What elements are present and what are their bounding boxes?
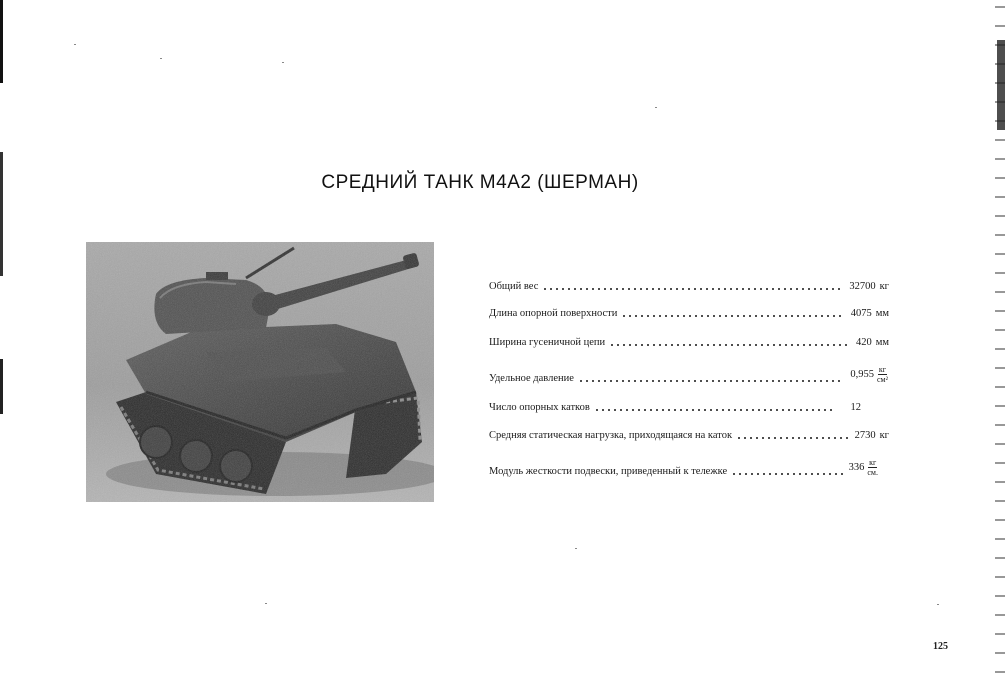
spec-row-contact-length	[489, 308, 889, 319]
spec-unit-denominator: см²	[876, 375, 888, 384]
leader-dots	[542, 288, 843, 290]
spec-number: 12	[850, 402, 861, 413]
spec-value	[851, 308, 889, 319]
spec-value	[851, 402, 862, 413]
spec-label: Число опорных катков	[489, 402, 590, 413]
leader-dots	[609, 344, 850, 346]
leader-dots	[621, 315, 844, 317]
spec-row-ground-pressure	[489, 365, 889, 384]
scan-speck	[265, 603, 267, 604]
spec-value	[849, 458, 879, 477]
scan-speck	[282, 62, 284, 63]
spec-label: Модуль жесткости подвески, приведенный к тележке	[489, 466, 728, 477]
spec-number: 4075	[850, 308, 872, 319]
spec-label: Удельное давление	[489, 373, 574, 384]
spec-value	[856, 337, 889, 348]
leader-dots	[594, 409, 835, 411]
spec-label: Общий вес	[489, 281, 539, 292]
leader-dots	[736, 437, 849, 439]
spec-label: Средняя статическая нагрузка, приходящаяся на каток	[489, 430, 733, 441]
spec-unit: кг	[879, 281, 889, 292]
spec-value	[850, 365, 889, 384]
spec-number: 0,955	[850, 369, 874, 380]
spec-unit-numerator: кг	[869, 458, 877, 467]
spec-number: 32700	[849, 281, 876, 292]
spec-number: 2730	[854, 430, 876, 441]
spec-unit: мм	[875, 308, 889, 319]
spec-unit: мм	[875, 337, 889, 348]
spec-row-total-weight	[489, 281, 889, 292]
leader-dots	[578, 380, 844, 382]
tank-photo-image	[86, 242, 434, 502]
scan-speck	[937, 604, 939, 605]
spec-row-static-load	[489, 430, 889, 441]
scan-speck	[655, 107, 657, 108]
spec-row-road-wheels	[489, 402, 889, 413]
spec-unit-fraction	[866, 458, 879, 477]
page-number: 125	[933, 641, 948, 652]
spec-row-track-width	[489, 337, 889, 348]
spec-label: Длина опорной поверхности	[489, 308, 618, 319]
leader-dots	[731, 473, 843, 475]
scan-edge-left	[0, 0, 3, 690]
tank-photo	[86, 242, 434, 502]
scan-speck	[74, 44, 76, 45]
spec-label: Ширина гусеничной цепи	[489, 337, 606, 348]
spec-row-suspension-stiffness	[489, 458, 889, 477]
spec-unit-denominator: см.	[867, 468, 878, 477]
spec-number: 420	[855, 337, 872, 348]
scan-speck	[575, 548, 577, 549]
spec-unit-fraction	[876, 365, 889, 384]
spec-unit: кг	[879, 430, 889, 441]
spec-value	[849, 281, 889, 292]
page-title: СРЕДНИЙ ТАНК М4А2 (ШЕРМАН)	[321, 172, 639, 193]
scan-speck	[160, 58, 162, 59]
spec-value	[855, 430, 889, 441]
scan-edge-mark	[997, 40, 1005, 130]
spec-unit-numerator: кг	[878, 365, 887, 374]
spec-number: 336	[848, 462, 865, 473]
